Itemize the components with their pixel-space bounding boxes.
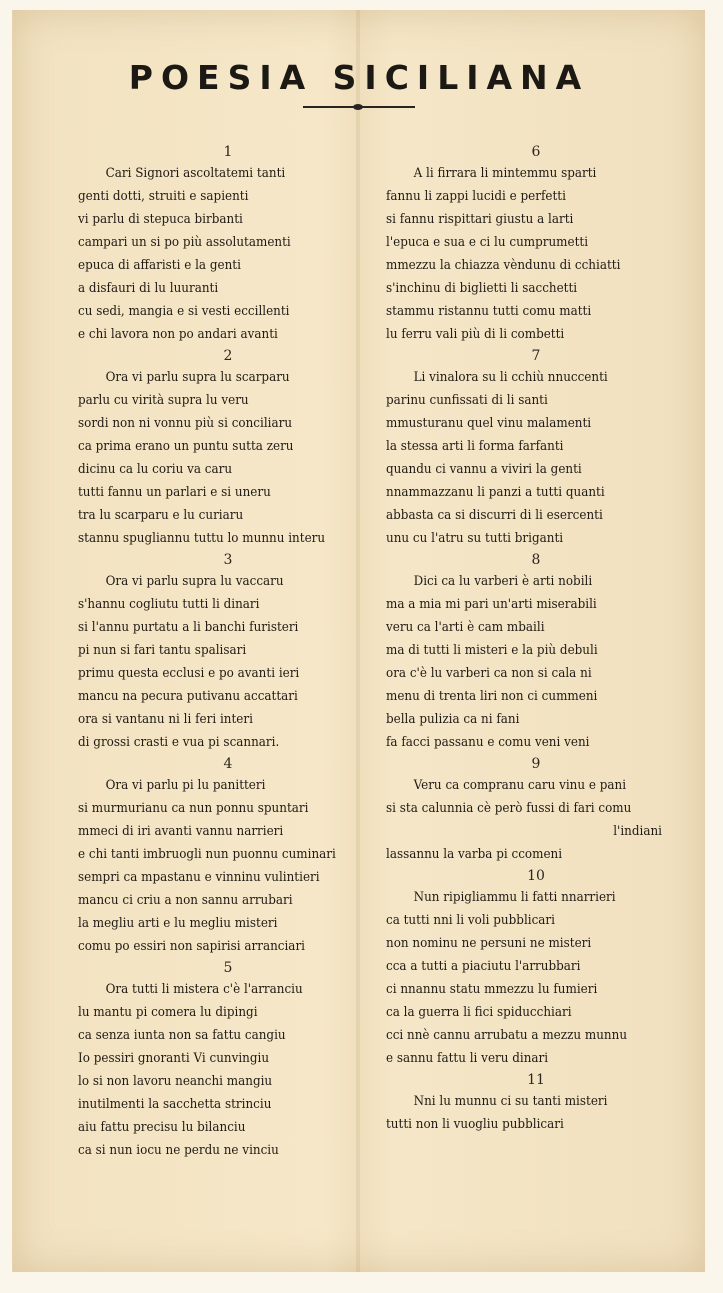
verse-line: l'indiani [613,824,662,839]
stanza-number: 5 [223,960,233,976]
verse-line: stammu ristannu tutti comu matti [386,304,592,319]
verse-line: tutti fannu un parlari e si uneru [78,485,271,500]
verse-line: mancu na pecura putivanu accattari [78,689,298,704]
verse-line: A li firrara li mintemmu sparti [413,166,597,181]
verse-line: ora c'è lu varberi ca non si cala ni [386,666,592,681]
verse-line: quandu ci vannu a viviri la genti [386,462,582,477]
verse-line: genti dotti, struiti e sapienti [78,189,249,204]
verse-line: Ora vi parlu pi lu panitteri [105,778,266,793]
verse-line: ca si nun iocu ne perdu ne vinciu [78,1143,279,1158]
page-title: POESIA SICILIANA [128,58,590,97]
verse-line: veru ca l'arti è cam mbaili [386,620,545,635]
verse-line: ca la guerra li fici spiducchiari [386,1005,572,1020]
verse-line: mancu ci criu a non sannu arrubari [78,893,293,908]
stanza [386,550,686,754]
stanza [78,550,378,754]
stanza-number: 1 [223,144,233,160]
verse-line: a disfauri di lu luuranti [78,281,219,296]
verse-line: abbasta ca si discurri di li esercenti [386,508,603,523]
verse-line: ca prima erano un puntu sutta zeru [78,439,294,454]
stanza [78,958,378,1162]
stanza [78,754,378,958]
verse-line: Io pessiri gnoranti Vi cunvingiu [78,1051,270,1066]
verse-line: campari un si po più assolutamenti [78,235,291,250]
verse-line: Ora tutti li mistera c'è l'arranciu [105,982,303,997]
verse-line: mmusturanu quel vinu malamenti [386,416,592,431]
stanza [386,1070,686,1136]
stanza [386,866,686,1070]
verse-line: s'inchinu di biglietti li sacchetti [386,281,578,296]
verse-line: nnammazzanu li panzi a tutti quanti [386,485,605,500]
verse-line: cci nnè cannu arrubatu a mezzu munnu [386,1028,628,1043]
title-divider [303,106,415,108]
verse-line: unu cu l'atru su tutti briganti [386,531,564,546]
verse-line: Nni lu munnu ci su tanti misteri [413,1094,608,1109]
stanza-number: 10 [527,868,545,884]
verse-line: ca senza iunta non sa fattu cangiu [78,1028,286,1043]
verse-line: l'epuca e sua e ci lu cumprumetti [386,235,589,250]
verse-line: Cari Signori ascoltatemi tanti [105,166,286,181]
verse-line: e chi lavora non po andari avanti [78,327,278,342]
stanza-number: 4 [223,756,233,772]
verse-line: cu sedi, mangia e si vesti eccillenti [78,304,290,319]
verse-line: fa facci passanu e comu veni veni [386,735,590,750]
poem-sheet [12,10,705,1272]
left-column [78,142,378,1162]
verse-line: parinu cunfissati di li santi [386,393,548,408]
stanza-number: 3 [223,552,233,568]
stanza-number: 2 [223,348,233,364]
verse-line: e sannu fattu li veru dinari [386,1051,549,1066]
verse-line: menu di trenta liri non ci cummeni [386,689,598,704]
verse-line: cca a tutti a piaciutu l'arrubbari [386,959,581,974]
verse-line: lu mantu pi comera lu dipingi [78,1005,258,1020]
verse-line: tra lu scarparu e lu curiaru [78,508,244,523]
verse-line: Ora vi parlu supra lu vaccaru [105,574,284,589]
verse-line: stannu spugliannu tuttu lo munnu interu [78,531,326,546]
verse-line: e chi tanti imbruogli nun puonnu cuminari [78,847,336,862]
verse-line: la stessa arti li forma farfanti [386,439,564,454]
stanza [78,346,378,550]
verse-line: fannu li zappi lucidi e perfetti [386,189,566,204]
stanza-number: 7 [531,348,541,364]
verse-line: si fannu rispittari giustu a larti [386,212,574,227]
stanza [386,346,686,550]
verse-line: Li vinalora su li cchiù nnuccenti [413,370,608,385]
verse-line: inutilmenti la sacchetta strinciu [78,1097,272,1112]
verse-line: comu po essiri non sapirisi arranciari [78,939,305,954]
verse-line: s'hannu cogliutu tutti li dinari [78,597,260,612]
verse-line: ca tutti nni li voli pubblicari [386,913,555,928]
stanza-number: 6 [531,144,541,160]
stanza-number: 11 [527,1072,545,1088]
stanza [386,754,686,866]
verse-line: aiu fattu precisu lu bilanciu [78,1120,246,1135]
verse-line: si sta calunnia cè però fussi di fari comu [386,801,632,816]
verse-line: sordi non ni vonnu più si conciliaru [78,416,293,431]
stanza [78,142,378,346]
verse-line: ora si vantanu ni li feri interi [78,712,253,727]
verse-line: dicinu ca lu coriu va caru [78,462,233,477]
verse-line: Ora vi parlu supra lu scarparu [105,370,290,385]
verse-line: si murmurianu ca nun ponnu spuntari [78,801,309,816]
verse-line: ma di tutti li misteri e la più debuli [386,643,598,658]
stanza-number: 8 [531,552,541,568]
verse-line: si l'annu purtatu a li banchi furisteri [78,620,299,635]
verse-line: parlu cu virità supra lu veru [78,393,249,408]
verse-line: lassannu la varba pi ccomeni [386,847,563,862]
verse-line: lu ferru vali più di li combetti [386,327,565,342]
verse-line: lo si non lavoru neanchi mangiu [78,1074,273,1089]
stanza [386,142,686,346]
verse-line: vi parlu di stepuca birbanti [78,212,243,227]
verse-line: Veru ca compranu caru vinu e pani [413,778,627,793]
verse-line: primu questa ecclusi e po avanti ieri [78,666,300,681]
verse-line: epuca di affaristi e la genti [78,258,241,273]
verse-line: bella pulizia ca ni fani [386,712,520,727]
stanza-number: 9 [531,756,541,772]
verse-line: pi nun si fari tantu spalisari [78,643,247,658]
verse-line: ci nnannu statu mmezzu lu fumieri [386,982,598,997]
verse-line: Dici ca lu varberi è arti nobili [413,574,593,589]
verse-line: mmeci di iri avanti vannu narrieri [78,824,284,839]
verse-line: ma a mia mi pari un'arti miserabili [386,597,597,612]
verse-line: mmezzu la chiazza vèndunu di cchiatti [386,258,621,273]
verse-line: Nun ripigliammu li fatti nnarrieri [413,890,616,905]
verse-line: di grossi crasti e vua pi scannari. [78,735,280,750]
verse-line: la megliu arti e lu megliu misteri [78,916,278,931]
right-column [386,142,686,1136]
verse-line: tutti non li vuogliu pubblicari [386,1117,564,1132]
verse-line: sempri ca mpastanu e vinninu vulintieri [78,870,320,885]
verse-line: non nominu ne persuni ne misteri [386,936,592,951]
